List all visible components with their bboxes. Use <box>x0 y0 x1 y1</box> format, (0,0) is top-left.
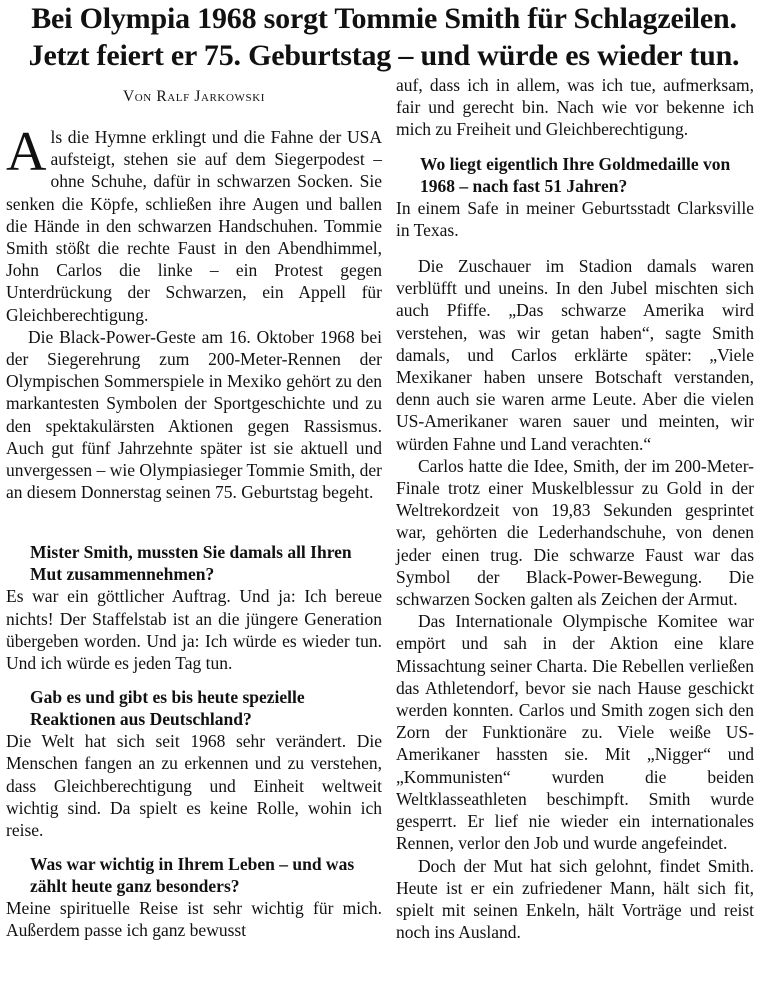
body-paragraph-4: Doch der Mut hat sich gelohnt, findet Smith. Heute ist er ein zufriedener Mann, hält sich fit, spielt mit seinen Enkeln, hält Vorträge und reist noch ins Ausland. <box>396 855 754 943</box>
headline-line-2: Jetzt feiert er 75. Geburtstag – und würde es wieder tun. <box>28 39 740 72</box>
answer-1: Es war ein göttlicher Auftrag. Und ja: Ich bereue nichts! Der Staffelstab ist an die jüngere Generation übergeben worden. Und ja: Ich würde es wieder tun. Und ich würde es jeden Tag tun. <box>6 586 382 674</box>
question-2: Gab es und gibt es bis heute spezielle Reaktionen aus Deutschland? <box>30 687 305 730</box>
answer-3-part-2: auf, dass ich in allem, was ich tue, aufmerksam, fair und gerecht bin. Nach wie vor bekenne ich mich zu Freiheit und Gleichberechtigung. <box>396 75 754 140</box>
headline <box>14 0 754 74</box>
question-1: Mister Smith, mussten Sie damals all Ihren Mut zusammennehmen? <box>30 542 352 585</box>
right-column <box>396 74 754 943</box>
answer-2: Die Welt hat sich seit 1968 sehr verändert. Die Menschen fangen an zu erkennen und zu verstehen, dass Gleichberechtigung und Einheit weltweit wichtig sind. Da spielt es keine Rolle, wohin ich reise. <box>6 731 382 841</box>
answer-4: In einem Safe in meiner Geburtsstadt Clarksville in Texas. <box>396 197 754 240</box>
drop-cap: A <box>6 121 47 183</box>
byline-prefix: Von <box>122 88 152 105</box>
left-column <box>6 86 382 942</box>
answer-3-part-1: Meine spirituelle Reise ist sehr wichtig für mich. Außerdem passe ich ganz bewusst <box>6 898 382 941</box>
body-paragraph-2: Carlos hatte die Idee, Smith, der im 200-Meter-Finale trotz einer Muskelblessur zu Gold in der Weltrekordzeit von 19,83 Sekunden gesprintet war, gehörten die Lederhandschuhe, von denen jeder einen trug. Die schwarze Faust war das Symbol der Black-Power-Bewegung. Die schwarzen Socken galten als Zeichen der Armut. <box>396 455 754 610</box>
byline <box>6 86 382 108</box>
intro-paragraph-1-text: ls die Hymne erklingt und die Fahne der USA aufsteigt, stehen sie auf dem Siegerpodest – ohne Schuhe, dafür in schwarzen Socken. Sie senken die Köpfe, schließen ihre Augen und ballen die Hände in den schwarzen Handschuhen. Tommie Smith stößt die rechte Faust in den Abendhimmel, John Carlos die linke – ein Protest gegen Unterdrückung der Schwarzen, ein Appell für Gleichberechtigung. <box>6 127 382 325</box>
body-paragraph-1: Die Zuschauer im Stadion damals waren verblüfft und uneins. In den Jubel mischten sich auch Pfiffe. „Das schwarze Amerika wird verstehen, was wir getan haben“, sagte Smith damals, und Carlos erklärte später: „Viele Mexikaner haben unsere Botschaft verstanden, denn auch sie waren arme Leute. Aber die vielen US-Amerikaner waren sauer und meinten, wir würden Fahne und Land verachten.“ <box>396 256 754 454</box>
question-3: Was war wichtig in Ihrem Leben – und was zählt heute ganz besonders? <box>30 854 355 897</box>
headline-line-1: Bei Olympia 1968 sorgt Tommie Smith für Schlagzeilen. <box>31 2 737 35</box>
intro-paragraph-2: Die Black-Power-Geste am 16. Oktober 1968 bei der Siegerehrung zum 200-Meter-Rennen der Olympischen Sommerspiele in Mexiko gehört zu den markantesten Symbolen der Sportgeschichte und zu den spektakulärsten Aktionen gegen Rassismus. Auch gut fünf Jahrzehnte später ist sie aktuell und unvergessen – wie Olympiasieger Tommie Smith, der an diesem Donnerstag seinen 75. Geburtstag begeht. <box>6 326 382 503</box>
intro-paragraph-1 <box>6 121 382 326</box>
body-paragraph-3: Das Internationale Olympische Komitee war empört und sah in der Aktion eine klare Missachtung seiner Charta. Die Rebellen verließen das Athletendorf, bevor sie nach Hause geschickt werden konnten. Carlos und Smith zogen sich den Zorn der Funktionäre zu. Viele weiße US-Amerikaner hassten sie. Mit „Nigger“ und „Kommunisten“ wurden die beiden Weltklasseathleten beschimpft. Smith wurde gesperrt. Er lief nie wieder ein internationales Rennen, verlor den Job und wurde angefeindet. <box>396 611 754 854</box>
byline-author: Ralf Jarkowski <box>156 88 266 105</box>
question-4: Wo liegt eigentlich Ihre Goldmedaille von 1968 – nach fast 51 Jahren? <box>420 153 731 196</box>
